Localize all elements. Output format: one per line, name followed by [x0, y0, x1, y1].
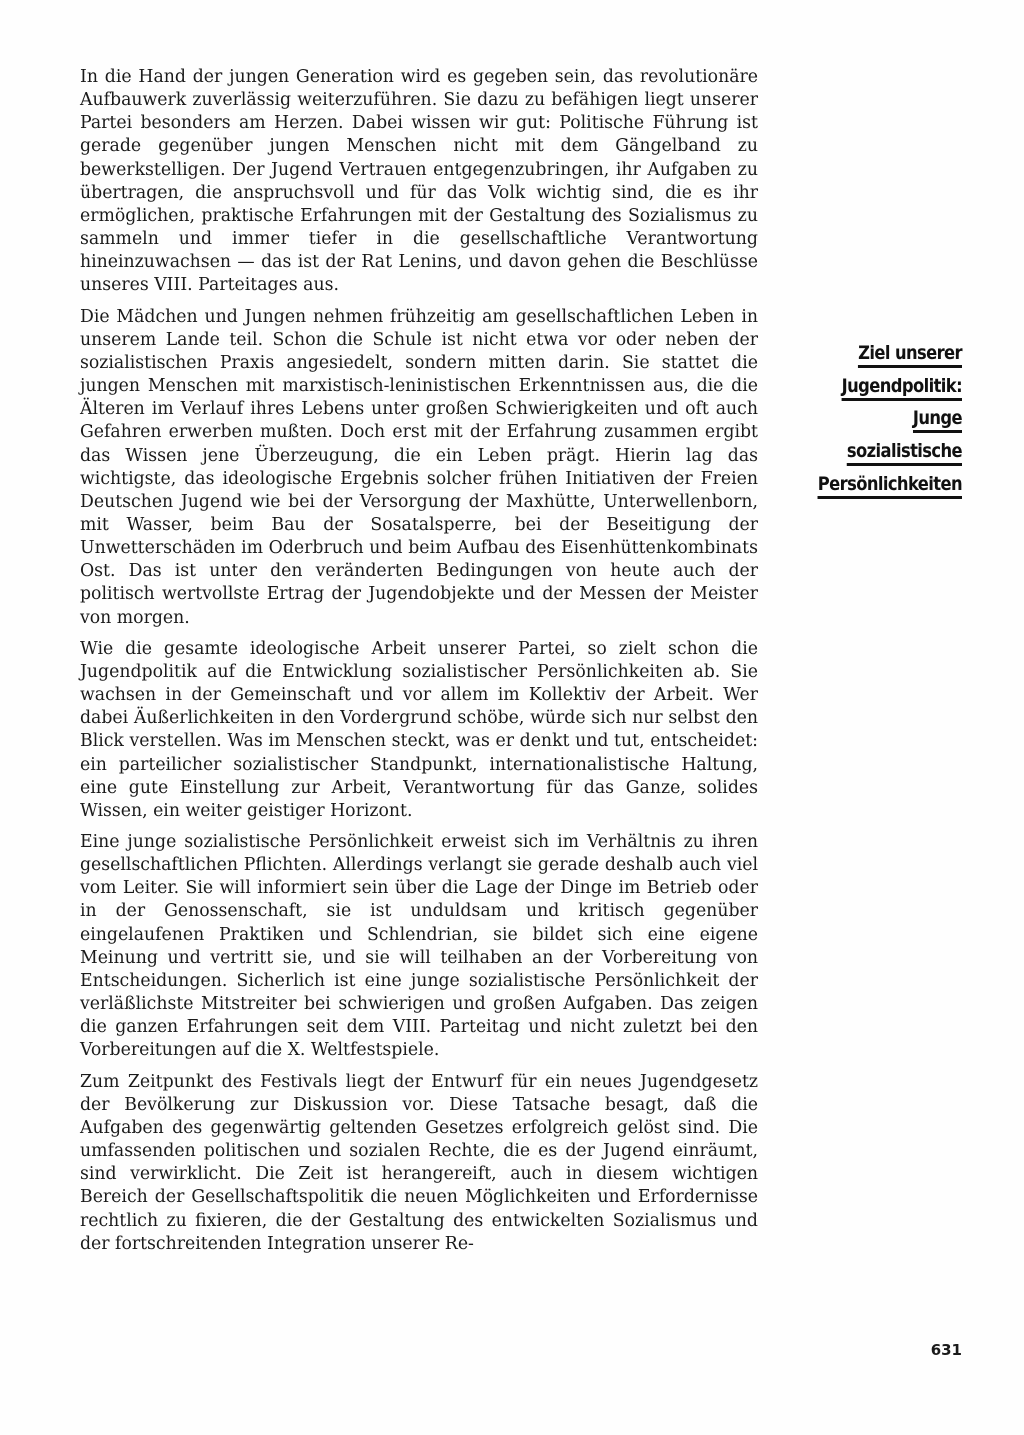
paragraph-3: Wie die gesamte ideologische Arbeit unserer Partei, so zielt schon die Jugendpolitik auf die Entwicklung sozialistischer Persönlichkeiten ab. Sie wachsen in der Gemeinschaft und vor allem im Kollektiv der Arbeit. Wer dabei Äußerlichkeiten in den Vordergrund schöbe, würde sich nur selbst den Blick verstellen. Was im Menschen steckt, was er denkt und tut, entscheidet: ein parteilicher sozialistischer Standpunkt, internationalistische Haltung, eine gute Einstellung zur Arbeit, Verantwortung für das Ganze, solides Wissen, ein weiter geistiger Horizont.: [80, 638, 758, 821]
paragraph-5: Zum Zeitpunkt des Festivals liegt der Entwurf für ein neues Jugendgesetz der Bevölkerung zur Diskussion vor. Diese Tatsache besagt, daß die Aufgaben des gegenwärtig geltenden Gesetzes erfolgreich gelöst sind. Die umfassenden politischen und sozialen Rechte, die es der Jugend einräumt, sind verwirklicht. Die Zeit ist herangereift, auch in diesem wichtigen Bereich der Gesellschaftspolitik die neuen Möglichkeiten und Erfordernisse rechtlich zu fixieren, die der Gestaltung des entwickelten Sozialismus und der fortschreitenden Integration unserer Re-: [80, 1071, 758, 1254]
margin-heading-line-2: Jugendpolitik:: [799, 370, 962, 403]
margin-heading-line-5: Persönlichkeiten: [799, 468, 962, 501]
paragraph-1: In die Hand der jungen Generation wird es gegeben sein, das revolutionäre Aufbauwerk zuverlässig weiterzuführen. Sie dazu zu befähigen liegt unserer Partei besonders am Herzen. Dabei wissen wir gut: Politische Führung ist gerade gegenüber jungen Menschen nicht mit dem Gängelband zu bewerkstelligen. Der Jugend Vertrauen entgegenzubringen, ihr Aufgaben zu übertragen, die anspruchsvoll und für das Volk wichtig sind, die es ihr ermöglichen, praktische Erfahrungen mit der Gestaltung des Sozialismus zu sammeln und immer tiefer in die gesellschaftliche Verantwortung hineinzuwachsen — das ist der Rat Lenins, und davon gehen die Beschlüsse unseres VIII. Parteitages aus.: [80, 67, 758, 296]
margin-heading-line-4: sozialistische: [799, 435, 962, 468]
page-number: 631: [930, 1341, 962, 1359]
paragraph-4: Eine junge sozialistische Persönlichkeit erweist sich im Verhältnis zu ihren gesellschaftlichen Pflichten. Allerdings verlangt sie gerade deshalb auch viel vom Leiter. Sie will informiert sein über die Lage der Dinge im Betrieb oder in der Genossenschaft, sie ist unduldsam und kritisch gegenüber eingelaufenen Praktiken und Schlendrian, sie bildet sich eine eigene Meinung und vertritt sie, und sie will teilhaben an der Vorbereitung von Entscheidungen. Sicherlich ist eine junge sozialistische Persönlichkeit der verläßlichste Mitstreiter bei schwierigen und großen Aufgaben. Das zeigen die ganzen Erfahrungen seit dem VIII. Parteitag und nicht zuletzt bei den Vorbereitungen auf die X. Weltfestspiele.: [80, 832, 758, 1061]
paragraph-2: Die Mädchen und Jungen nehmen frühzeitig am gesellschaftlichen Leben in unserem Lande teil. Schon die Schule ist nicht etwa vor oder neben der sozialistischen Praxis angesiedelt, sondern mitten darin. Sie stattet die jungen Menschen mit marxistisch-leninistischen Erkenntnissen aus, die die Älteren im Verlauf ihres Lebens unter großen Schwierigkeiten und oft auch Gefahren erwerben mußten. Doch erst mit der Erfahrung zusammen ergibt das Wissen jene Überzeugung, die ein Leben prägt. Hierin lag das wichtigste, das ideologische Ergebnis solcher frühen Initiativen der Freien Deutschen Jugend wie bei der Versorgung der Maxhütte, Unterwellenborn, mit Wasser, beim Bau der Sosatalsperre, bei der Beseitigung der Unwetterschäden im Oderbruch und beim Aufbau des Eisenhüttenkombinats Ost. Das ist unter den veränderten Bedingungen von heute auch der politisch wertvollste Ertrag der Jugendobjekte und der Messen der Meister von morgen.: [80, 306, 758, 628]
margin-heading-line-3: Junge: [799, 402, 962, 435]
margin-heading-line-1: Ziel unserer: [799, 337, 962, 370]
margin-heading: [799, 337, 962, 501]
main-text-column: [80, 66, 758, 1264]
